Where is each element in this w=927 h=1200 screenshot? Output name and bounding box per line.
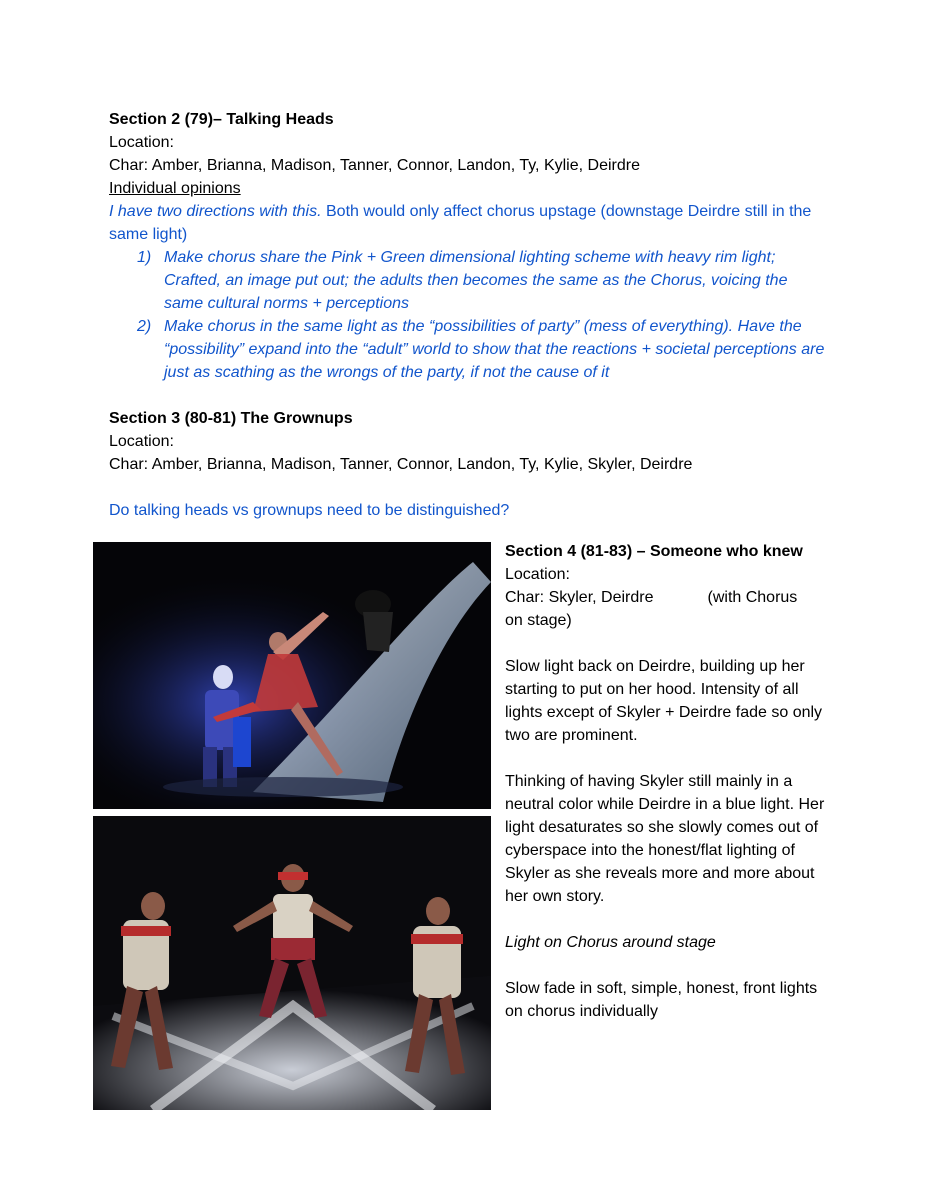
- document-page: [109, 108, 829, 522]
- section4-chars: Char: Skyler, Deirdre: [505, 589, 654, 606]
- dancer-image: [93, 542, 491, 809]
- stage-photo-dancer: [93, 542, 491, 809]
- section3-chars: Char: Amber, Brianna, Madison, Tanner, Connor, Landon, Ty, Kylie, Skyler, Deirdre: [109, 456, 693, 473]
- section4-column: [505, 540, 825, 1023]
- section4-subheading: Light on Chorus around stage: [505, 934, 716, 951]
- section3-location: Location:: [109, 433, 174, 450]
- section2-intro: [109, 200, 829, 246]
- direction-item: [109, 246, 829, 315]
- chorus-image: [93, 816, 491, 1110]
- section4-para2: Thinking of having Skyler still mainly in a neutral color while Deirdre in a blue light. Her light desaturates so she slowly comes out of cyberspace into the honest/flat lighting of Skyler as she reveals more and more about her own story.: [505, 773, 825, 905]
- section2-intro-italic: I have two directions with this.: [109, 203, 322, 220]
- section2-intro-rest: Both would only affect chorus upstage (downstage Deirdre still in the same light): [109, 203, 812, 243]
- section4-location: Location:: [505, 566, 570, 583]
- section2-heading: Section 2 (79)– Talking Heads: [109, 111, 334, 128]
- section4-para1: Slow light back on Deirdre, building up her starting to put on her hood. Intensity of all lights except of Skyler + Deirdre fade so only two are prominent.: [505, 658, 823, 744]
- stage-photo-chorus: [93, 816, 491, 1110]
- direction-text: Make chorus in the same light as the “possibilities of party” (mess of everything). Have the “possibility” expand into the “adult” world to show that the reactions + societal perceptions are just as scathing as the wrongs of the party, if not the cause of it: [164, 318, 825, 381]
- directions-list: [109, 246, 829, 384]
- section2-subheading: Individual opinions: [109, 180, 241, 197]
- section2-location: Location:: [109, 134, 174, 151]
- direction-text: Make chorus share the Pink + Green dimensional lighting scheme with heavy rim light; Crafted, an image put out; the adults then becomes the same as the Chorus, voicing the same cultural norms + perceptions: [164, 249, 788, 312]
- section4-chars-note: (with Chorus: [707, 589, 798, 606]
- section3-heading: Section 3 (80-81) The Grownups: [109, 410, 353, 427]
- section2-chars: Char: Amber, Brianna, Madison, Tanner, Connor, Landon, Ty, Kylie, Deirdre: [109, 157, 640, 174]
- section3-question: Do talking heads vs grownups need to be distinguished?: [109, 502, 510, 519]
- direction-number: 1): [137, 249, 152, 266]
- direction-item: [109, 315, 829, 384]
- section4-heading: Section 4 (81-83) – Someone who knew: [505, 543, 803, 560]
- section4-para3: Slow fade in soft, simple, honest, front lights on chorus individually: [505, 980, 818, 1020]
- section4-chars-note2: on stage): [505, 612, 572, 629]
- direction-number: 2): [137, 318, 152, 335]
- section4-chars-line: [505, 586, 825, 609]
